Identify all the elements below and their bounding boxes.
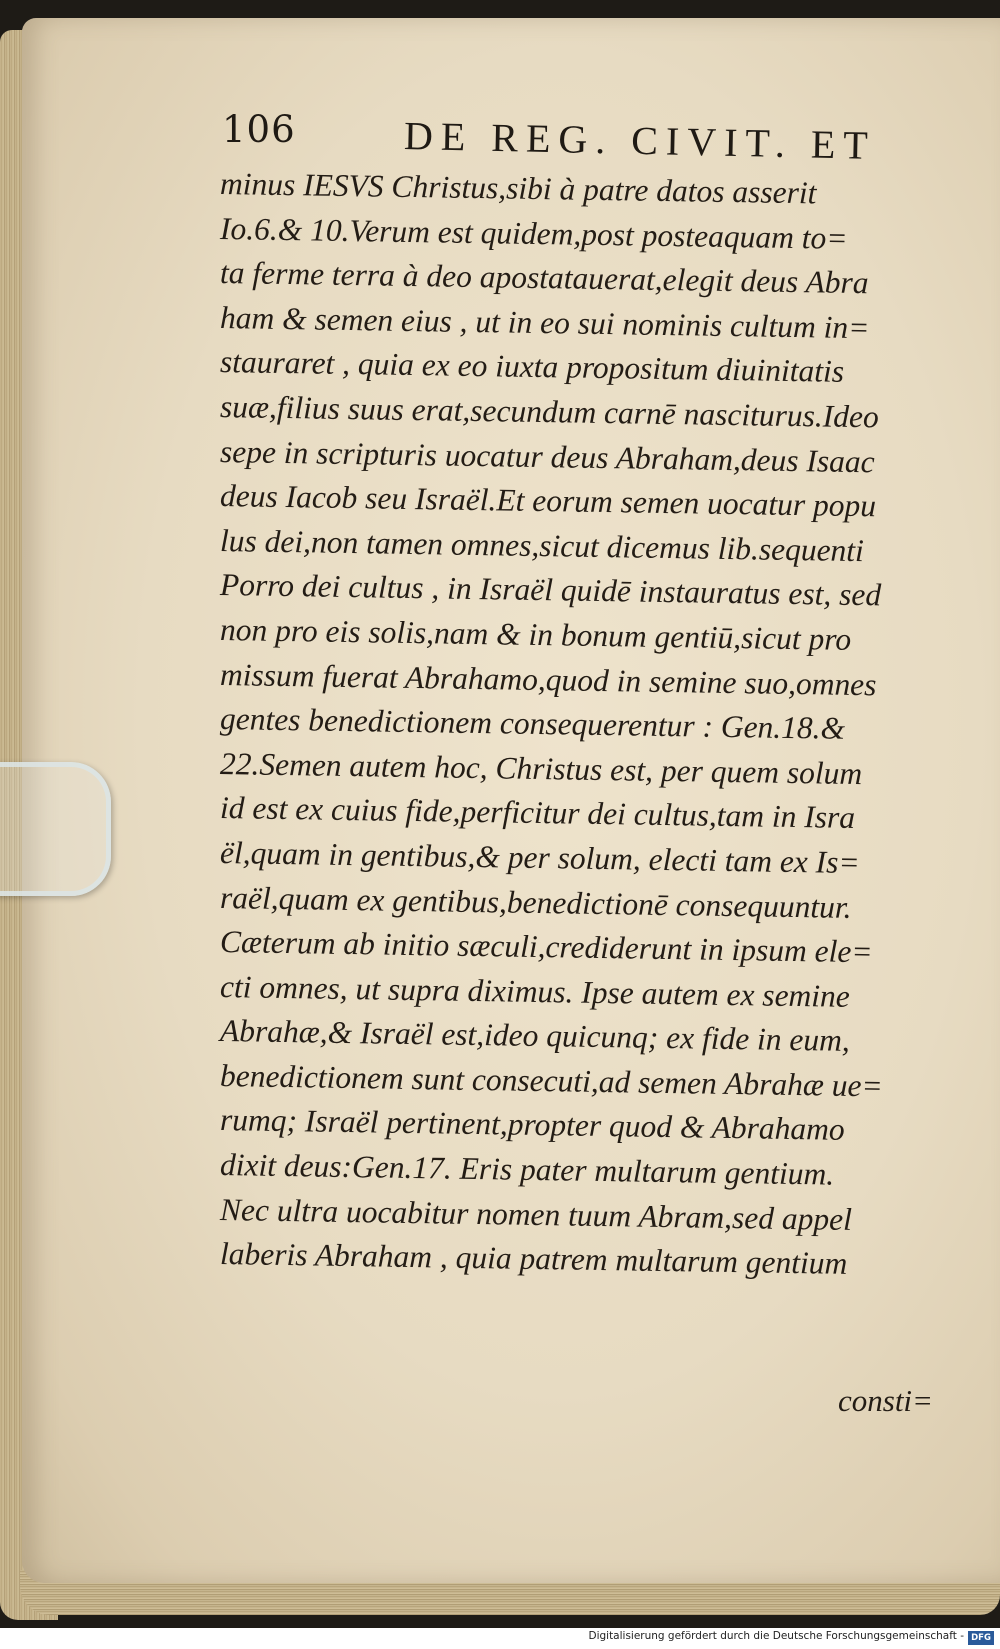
catchword: consti= xyxy=(838,1383,933,1418)
text-line: Abrahæ,& Israël est,ideo quicunq; ex fide in eum, xyxy=(219,1013,851,1059)
text-line: minus IESVS Christus,sibi à patre datos asserit xyxy=(219,166,817,211)
text-line: Io.6.& 10.Verum est quidem,post posteaquam to= xyxy=(219,210,848,256)
text-line: suæ,filius suus erat,secundum carnē nasciturus.Ideo xyxy=(219,388,880,435)
text-line: Nec ultra uocabitur nomen tuum Abram,sed appel xyxy=(219,1191,853,1237)
text-line: 22.Semen autem hoc, Christus est, per quem solum xyxy=(219,745,863,791)
text-line: sepe in scripturis uocatur deus Abraham,deus Isaac xyxy=(219,433,875,479)
text-line: cti omnes, ut supra diximus. Ipse autem ex semine xyxy=(219,968,851,1014)
text-line: dixit deus:Gen.17. Eris pater multarum gentium. xyxy=(219,1147,835,1192)
body-text xyxy=(219,162,940,1282)
text-line: raël,quam ex gentibus,benedictionē consequuntur. xyxy=(219,879,852,925)
text-line: missum fuerat Abrahamo,quod in semine suo,omnes xyxy=(219,656,877,702)
text-line: non pro eis solis,nam & in bonum gentiū,sicut pro xyxy=(219,611,852,657)
text-line: Porro dei cultus , in Israël quidē instauratus est, sed xyxy=(219,567,882,613)
text-line: ta ferme terra à deo apostatauerat,elegit deus Abra xyxy=(219,255,869,301)
page-header xyxy=(222,108,922,168)
text-line: deus Iacob seu Israël.Et eorum semen uocatur popu xyxy=(219,478,877,524)
text-line: stauraret , quia ex eo iuxta propositum diuinitatis xyxy=(219,344,845,390)
folio-number: 106 xyxy=(222,108,296,151)
funding-credit: Digitalisierung gefördert durch die Deutsche Forschungsgemeinschaft - xyxy=(588,1630,964,1642)
text-line: ël,quam in gentibus,& per solum, electi tam ex Is= xyxy=(219,834,860,880)
text-line: lus dei,non tamen omnes,sicut dicemus lib.sequenti xyxy=(219,522,865,568)
text-line: ham & semen eius , ut in eo sui nominis cultum in= xyxy=(219,299,870,345)
page-clip-icon xyxy=(0,762,111,896)
dfg-logo-icon: DFG xyxy=(968,1631,994,1645)
running-head: DE REG. CIVIT. ET xyxy=(403,113,877,168)
text-line: Cæterum ab initio sæculi,crediderunt in ipsum ele= xyxy=(219,924,873,970)
text-line: gentes benedictionem consequerentur : Gen.18.& xyxy=(219,701,846,746)
text-line: rumq; Israël pertinent,propter quod & Abrahamo xyxy=(219,1102,845,1148)
text-line: id est ex cuius fide,perficitur dei cultus,tam in Isra xyxy=(219,790,856,836)
text-line: benedictionem sunt consecuti,ad semen Abrahæ ue= xyxy=(219,1057,884,1104)
text-line: laberis Abraham , quia patrem multarum gentium xyxy=(219,1236,848,1282)
